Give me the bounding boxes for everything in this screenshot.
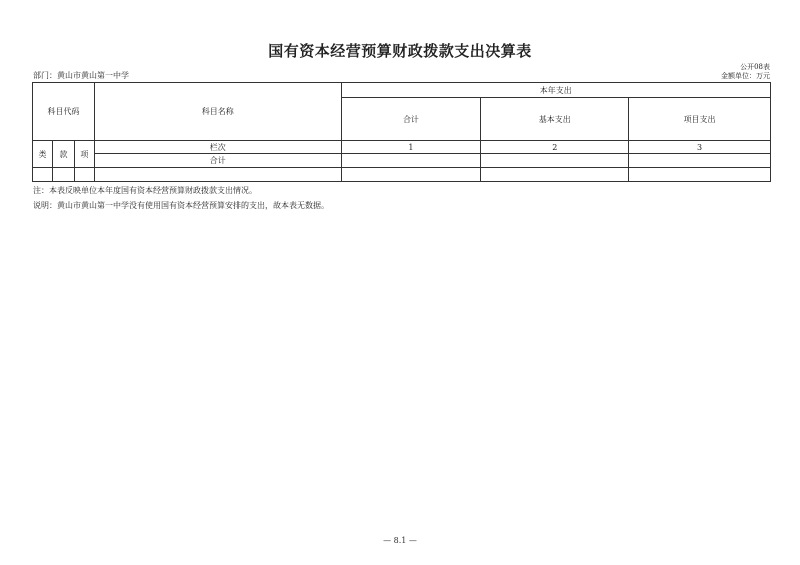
code-section-label: 款 [52, 141, 74, 168]
code-class-label: 类 [33, 141, 53, 168]
table-cell [52, 168, 74, 182]
table-explanation: 说明：黄山市黄山第一中学没有使用国有资本经营预算安排的支出，故本表无数据。 [33, 201, 329, 210]
index-value-2: 2 [481, 141, 629, 154]
table-cell [33, 168, 53, 182]
total-column-header: 合计 [341, 98, 481, 141]
index-value-1: 1 [341, 141, 481, 154]
table-cell [481, 168, 629, 182]
table-cell [341, 154, 481, 168]
basic-expenditure-header: 基本支出 [481, 98, 629, 141]
table-cell [74, 168, 94, 182]
current-year-header: 本年支出 [341, 83, 770, 98]
subject-name-header: 科目名称 [94, 83, 341, 141]
index-value-3: 3 [629, 141, 771, 154]
table-note: 注：本表反映单位本年度国有资本经营预算财政拨款支出情况。 [33, 186, 257, 195]
department-label: 部门：黄山市黄山第一中学 [33, 71, 129, 80]
index-row-label: 栏次 [94, 141, 341, 154]
total-row-label: 合计 [94, 154, 341, 168]
amount-unit: 金额单位：万元 [721, 72, 770, 80]
page-number: — 8.1 — [383, 536, 417, 545]
table-cell [94, 168, 341, 182]
table-cell [629, 154, 771, 168]
code-item-label: 项 [74, 141, 94, 168]
table-cell [341, 168, 481, 182]
table-cell [481, 154, 629, 168]
project-expenditure-header: 项目支出 [629, 98, 771, 141]
expenditure-table [32, 82, 771, 182]
subject-code-header: 科目代码 [33, 83, 95, 141]
form-code: 公开08表 [740, 63, 770, 71]
table-cell [629, 168, 771, 182]
page-title: 国有资本经营预算财政拨款支出决算表 [268, 42, 532, 60]
